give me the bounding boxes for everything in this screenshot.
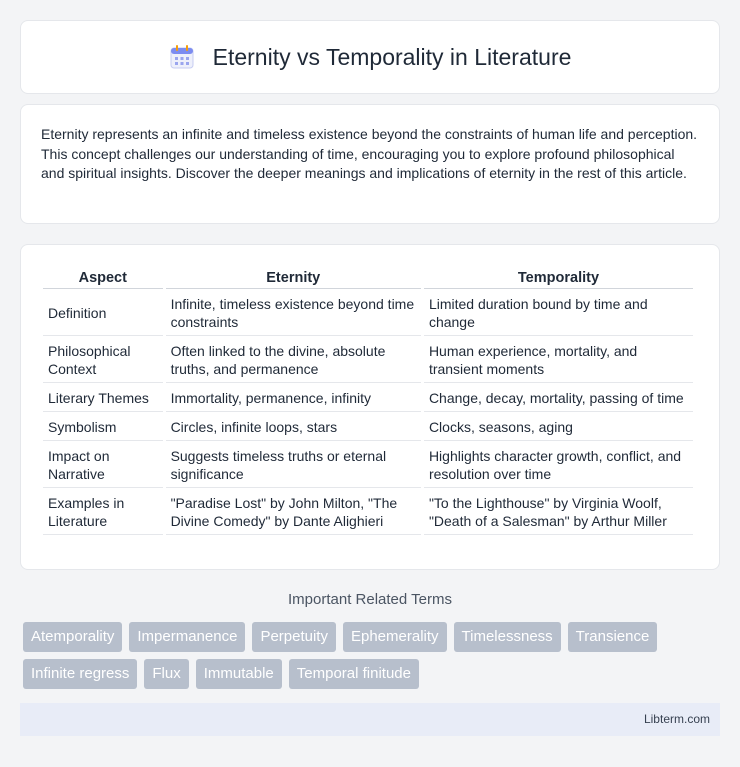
table-row	[43, 336, 693, 383]
header-temporality: Temporality	[424, 265, 693, 289]
temporality-cell: Clocks, seasons, aging	[424, 412, 693, 441]
related-term-tag[interactable]: Timelessness	[454, 622, 561, 652]
temporality-cell: Change, decay, mortality, passing of time	[424, 383, 693, 412]
aspect-cell: Impact on Narrative	[43, 441, 163, 488]
aspect-cell: Definition	[43, 289, 163, 336]
table-header-row	[43, 265, 693, 289]
table-row	[43, 441, 693, 488]
table-row	[43, 289, 693, 336]
related-term-tag[interactable]: Temporal finitude	[289, 659, 419, 689]
related-term-tag[interactable]: Atemporality	[23, 622, 122, 652]
table-row	[43, 412, 693, 441]
header-eternity: Eternity	[166, 265, 421, 289]
related-term-tag[interactable]: Infinite regress	[23, 659, 137, 689]
comparison-table-card	[20, 244, 720, 570]
eternity-cell: Circles, infinite loops, stars	[166, 412, 421, 441]
related-terms-tags	[23, 622, 723, 689]
temporality-cell: Limited duration bound by time and change	[424, 289, 693, 336]
related-term-tag[interactable]: Perpetuity	[252, 622, 336, 652]
aspect-cell: Literary Themes	[43, 383, 163, 412]
aspect-cell: Examples in Literature	[43, 488, 163, 535]
related-term-tag[interactable]: Immutable	[196, 659, 282, 689]
temporality-cell: Highlights character growth, conflict, and resolution over time	[424, 441, 693, 488]
intro-text: Eternity represents an infinite and timeless existence beyond the constraints of human life and perception. This concept challenges our understanding of time, encouraging you to explore profound philosophical and spiritual insights. Discover the deeper meanings and implications of eternity in the rest of this article.	[41, 126, 698, 181]
eternity-cell: "Paradise Lost" by John Milton, "The Divine Comedy" by Dante Alighieri	[166, 488, 421, 535]
eternity-cell: Infinite, timeless existence beyond time constraints	[166, 289, 421, 336]
related-term-tag[interactable]: Ephemerality	[343, 622, 447, 652]
header-aspect: Aspect	[43, 265, 163, 289]
footer-brand-link[interactable]: Libterm.com	[643, 712, 710, 726]
table-row	[43, 383, 693, 412]
eternity-cell: Immortality, permanence, infinity	[166, 383, 421, 412]
calendar-icon	[169, 44, 195, 70]
related-term-tag[interactable]: Transience	[568, 622, 658, 652]
aspect-cell: Symbolism	[43, 412, 163, 441]
intro-card	[20, 104, 720, 224]
temporality-cell: Human experience, mortality, and transient moments	[424, 336, 693, 383]
related-terms-title: Important Related Terms	[288, 591, 452, 608]
related-term-tag[interactable]: Flux	[144, 659, 188, 689]
comparison-table	[40, 265, 696, 535]
footer	[20, 703, 720, 736]
related-term-tag[interactable]: Impermanence	[129, 622, 245, 652]
page-title: Eternity vs Temporality in Literature	[212, 43, 572, 70]
eternity-cell: Often linked to the divine, absolute truths, and permanence	[166, 336, 421, 383]
table-row	[43, 488, 693, 535]
header-card	[20, 20, 720, 94]
eternity-cell: Suggests timeless truths or eternal significance	[166, 441, 421, 488]
aspect-cell: Philosophical Context	[43, 336, 163, 383]
temporality-cell: "To the Lighthouse" by Virginia Woolf, "Death of a Salesman" by Arthur Miller	[424, 488, 693, 535]
